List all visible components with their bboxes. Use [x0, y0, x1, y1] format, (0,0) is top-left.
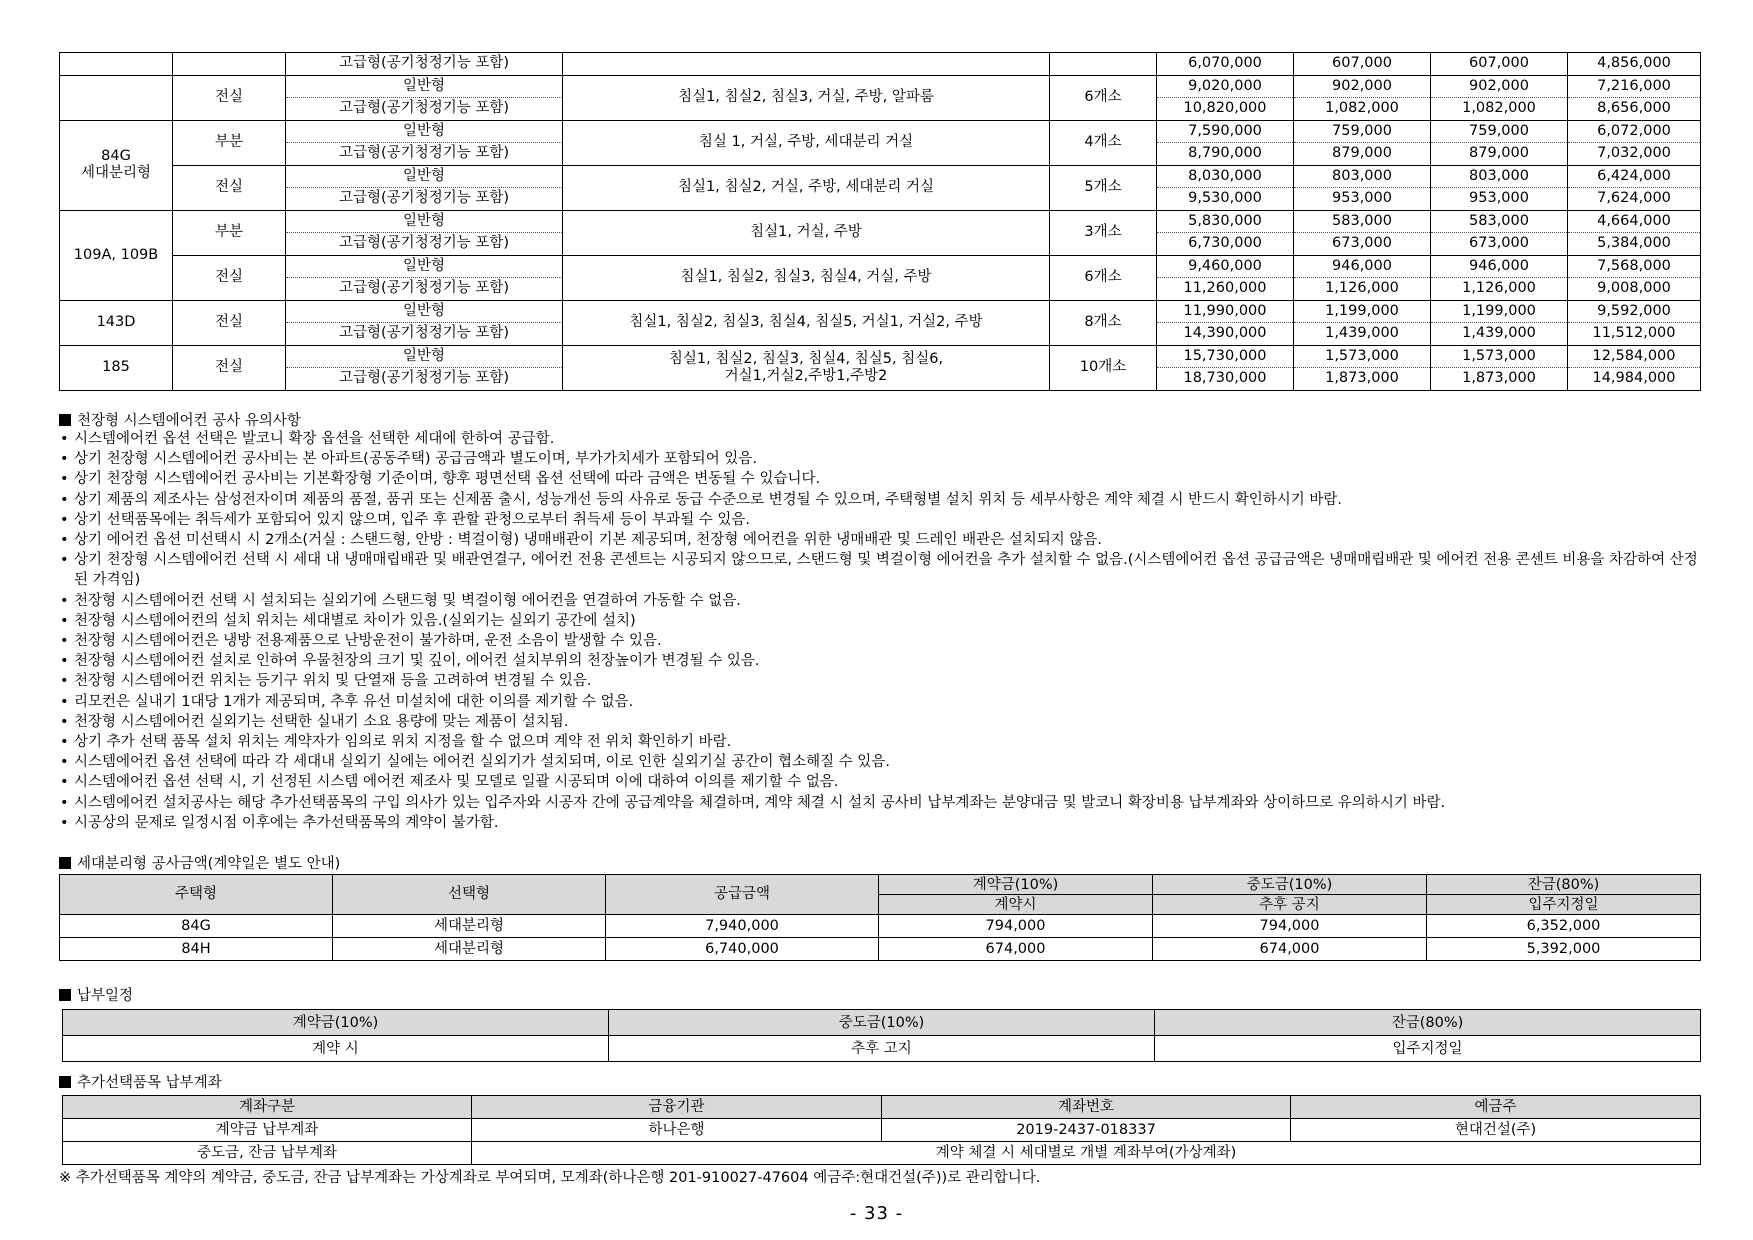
price-cell: 11,990,000 — [1157, 300, 1294, 323]
table-row — [63, 1142, 1701, 1165]
balance-header: 잔금(80%) — [1155, 1010, 1701, 1036]
table-row — [60, 165, 1701, 188]
list-item: • 상기 에어컨 옵션 미선택시 시 2개소(거실 : 스탠드형, 안방 : 벽걸이형) 냉매배관이 기본 제공되며, 천장형 에어컨을 위한 냉매배관 및 드레인 배관은 설치되지 않음. — [59, 530, 1699, 550]
balance-cell: 5,384,000 — [1568, 233, 1701, 256]
deposit-header: 계약금(10%) — [63, 1010, 609, 1036]
scope-cell: 부분 — [173, 120, 286, 165]
middle-cell: 946,000 — [1431, 255, 1568, 278]
rooms-cell: 침실 1, 거실, 주방, 세대분리 거실 — [563, 120, 1050, 165]
rooms-cell: 침실1, 거실, 주방 — [563, 210, 1050, 255]
split-title-text: 세대분리형 공사금액(계약일은 별도 안내) — [77, 856, 341, 872]
payment-account-table — [62, 1095, 1701, 1165]
option-cell: 일반형 — [286, 300, 563, 323]
table-header-row — [60, 875, 1701, 895]
price-cell: 8,790,000 — [1157, 143, 1294, 166]
list-item: • 시공상의 문제로 일정시점 이후에는 추가선택품목의 계약이 불가함. — [59, 813, 1699, 833]
notes-title-text: 천장형 시스템에어컨 공사 유의사항 — [77, 413, 301, 429]
middle-cell: 759,000 — [1431, 120, 1568, 143]
middle-cell: 879,000 — [1431, 143, 1568, 166]
square-bullet-icon — [59, 989, 71, 1001]
price-cell: 6,070,000 — [1157, 53, 1294, 76]
balance-sub-header: 입주지정일 — [1427, 895, 1701, 915]
account-title-text: 추가선택품목 납부계좌 — [77, 1075, 222, 1091]
option-cell: 고급형(공기청정기능 포함) — [286, 143, 563, 166]
option-cell: 일반형 — [286, 120, 563, 143]
price-cell: 14,390,000 — [1157, 323, 1294, 346]
count-cell: 6개소 — [1050, 75, 1157, 120]
notes-title — [59, 409, 301, 430]
rooms-cell — [563, 53, 1050, 76]
split-price-table — [59, 874, 1701, 961]
count-cell: 6개소 — [1050, 255, 1157, 300]
list-item: • 리모컨은 실내기 1대당 1개가 제공되며, 추후 유선 미설치에 대한 이의를 제기할 수 없음. — [59, 692, 1699, 712]
account-title — [59, 1071, 222, 1092]
balance-cell: 5,392,000 — [1427, 938, 1701, 961]
price-cell: 5,830,000 — [1157, 210, 1294, 233]
middle-cell: 1,199,000 — [1431, 300, 1568, 323]
deposit-cell: 1,199,000 — [1294, 300, 1431, 323]
bank-cell: 하나은행 — [472, 1119, 882, 1142]
deposit-cell: 1,873,000 — [1294, 368, 1431, 391]
price-cell: 8,030,000 — [1157, 165, 1294, 188]
split-title — [59, 852, 340, 873]
count-cell: 8개소 — [1050, 300, 1157, 345]
list-item: • 천장형 시스템에어컨 실외기는 선택한 실내기 소요 용량에 맞는 제품이 설치됨. — [59, 712, 1699, 732]
deposit-cell: 1,573,000 — [1294, 345, 1431, 368]
balance-cell: 7,624,000 — [1568, 188, 1701, 211]
list-item: • 상기 천장형 시스템에어컨 공사비는 본 아파트(공동주택) 공급금액과 별도이며, 부가가치세가 포함되어 있음. — [59, 449, 1699, 469]
price-cell: 18,730,000 — [1157, 368, 1294, 391]
price-cell: 9,530,000 — [1157, 188, 1294, 211]
option-cell: 일반형 — [286, 75, 563, 98]
option-cell: 일반형 — [286, 255, 563, 278]
house-type-cell: 109A, 109B — [60, 210, 173, 300]
count-cell: 4개소 — [1050, 120, 1157, 165]
table-header-row — [63, 1010, 1701, 1036]
list-item: • 상기 천장형 시스템에어컨 선택 시 세대 내 냉매매립배관 및 배관연결구, 에어컨 전용 콘센트는 시공되지 않으므로, 스탠드형 및 벽걸이형 에어컨을 추가 설치할 수 없음.(시스템에어컨 옵션 공급금액은 냉매매립배관 및 에어컨 전용 콘센트 비용을 차감하여 산정된 가격임) — [59, 550, 1699, 590]
middle-cell: 803,000 — [1431, 165, 1568, 188]
virtual-account-cell: 계약 체결 시 세대별로 개별 계좌부여(가상계좌) — [472, 1142, 1701, 1165]
price-cell: 9,460,000 — [1157, 255, 1294, 278]
scope-cell: 부분 — [173, 210, 286, 255]
option-cell: 고급형(공기청정기능 포함) — [286, 188, 563, 211]
holder-cell: 현대건설(주) — [1291, 1119, 1701, 1142]
table-row — [60, 210, 1701, 233]
balance-cell: 7,568,000 — [1568, 255, 1701, 278]
option-cell: 고급형(공기청정기능 포함) — [286, 323, 563, 346]
balance-cell: 4,664,000 — [1568, 210, 1701, 233]
list-item: • 상기 제품의 제조사는 삼성전자이며 제품의 품절, 품귀 또는 신제품 출시, 성능개선 등의 사유로 동급 수준으로 변경될 수 있으며, 주택형별 설치 위치 등 세부사항은 계약 체결 시 반드시 확인하시기 바람. — [59, 490, 1699, 510]
list-item: • 시스템에어컨 옵션 선택 시, 기 선정된 시스템 에어컨 제조사 및 모델로 일괄 시공되며 이에 대하여 이의를 제기할 수 없음. — [59, 772, 1699, 792]
deposit-cell: 879,000 — [1294, 143, 1431, 166]
deposit-cell: 794,000 — [879, 915, 1153, 938]
balance-cell: 11,512,000 — [1568, 323, 1701, 346]
price-cell: 7,940,000 — [606, 915, 879, 938]
scope-cell — [173, 53, 286, 76]
middle-cell: 1,873,000 — [1431, 368, 1568, 391]
balance-cell: 14,984,000 — [1568, 368, 1701, 391]
page-number: - 33 - — [849, 1203, 904, 1224]
option-cell: 세대분리형 — [333, 915, 606, 938]
list-item: • 시스템에어컨 옵션 선택은 발코니 확장 옵션을 선택한 세대에 한하여 공급함. — [59, 429, 1699, 449]
middle-cell: 583,000 — [1431, 210, 1568, 233]
account-number-header: 계좌번호 — [882, 1096, 1291, 1119]
balance-cell: 12,584,000 — [1568, 345, 1701, 368]
option-cell: 고급형(공기청정기능 포함) — [286, 98, 563, 121]
middle-cell: 953,000 — [1431, 188, 1568, 211]
option-cell: 고급형(공기청정기능 포함) — [286, 233, 563, 256]
holder-header: 예금주 — [1291, 1096, 1701, 1119]
deposit-sub-header: 계약시 — [879, 895, 1153, 915]
schedule-title — [59, 984, 133, 1005]
rooms-cell: 침실1, 침실2, 거실, 주방, 세대분리 거실 — [563, 165, 1050, 210]
rooms-cell: 침실1, 침실2, 침실3, 침실4, 거실, 주방 — [563, 255, 1050, 300]
table-row — [60, 255, 1701, 278]
deposit-cell: 1,126,000 — [1294, 278, 1431, 301]
house-type-cell: 84G — [60, 915, 333, 938]
bank-header: 금융기관 — [472, 1096, 882, 1119]
deposit-cell: 1,439,000 — [1294, 323, 1431, 346]
middle-cell: 1,439,000 — [1431, 323, 1568, 346]
list-item: • 상기 선택품목에는 취득세가 포함되어 있지 않으며, 입주 후 관할 관청으로부터 취득세 등이 부과될 수 있음. — [59, 510, 1699, 530]
balance-cell: 6,072,000 — [1568, 120, 1701, 143]
balance-header: 잔금(80%) — [1427, 875, 1701, 895]
deposit-cell: 계약 시 — [63, 1036, 609, 1062]
account-type-cell: 계약금 납부계좌 — [63, 1119, 472, 1142]
scope-cell: 전실 — [173, 300, 286, 345]
price-cell: 7,590,000 — [1157, 120, 1294, 143]
square-bullet-icon — [59, 1076, 71, 1088]
house-type-cell: 84G 세대분리형 — [60, 120, 173, 210]
balance-cell: 6,352,000 — [1427, 915, 1701, 938]
list-item: • 시스템에어컨 옵션 선택에 따라 각 세대내 실외기 실에는 에어컨 실외기가 설치되며, 이로 인한 실외기실 공간이 협소해질 수 있음. — [59, 752, 1699, 772]
payment-schedule-table — [62, 1009, 1701, 1062]
count-cell: 5개소 — [1050, 165, 1157, 210]
list-item: • 천장형 시스템에어컨 위치는 등기구 위치 및 단열재 등을 고려하여 변경될 수 있음. — [59, 671, 1699, 691]
option-cell: 고급형(공기청정기능 포함) — [286, 53, 563, 76]
deposit-cell: 674,000 — [879, 938, 1153, 961]
middle-cell: 674,000 — [1153, 938, 1427, 961]
price-cell: 6,740,000 — [606, 938, 879, 961]
option-cell: 세대분리형 — [333, 938, 606, 961]
list-item: • 상기 천장형 시스템에어컨 공사비는 기본확장형 기준이며, 향후 평면선택 옵션 선택에 따라 금액은 변동될 수 있습니다. — [59, 469, 1699, 489]
aircon-price-table — [59, 52, 1701, 391]
middle-cell: 1,082,000 — [1431, 98, 1568, 121]
option-cell: 일반형 — [286, 345, 563, 368]
house-type-cell: 185 — [60, 345, 173, 390]
table-row — [60, 53, 1701, 76]
middle-cell: 607,000 — [1431, 53, 1568, 76]
table-row — [60, 75, 1701, 98]
balance-cell: 입주지정일 — [1155, 1036, 1701, 1062]
house-type-cell — [60, 53, 173, 76]
price-cell: 10,820,000 — [1157, 98, 1294, 121]
schedule-title-text: 납부일정 — [77, 988, 134, 1004]
deposit-cell: 902,000 — [1294, 75, 1431, 98]
middle-sub-header: 추후 공지 — [1153, 895, 1427, 915]
balance-cell: 6,424,000 — [1568, 165, 1701, 188]
table-row — [60, 345, 1701, 368]
count-cell — [1050, 53, 1157, 76]
footnote: ※ 추가선택품목 계약의 계약금, 중도금, 잔금 납부계좌는 가상계좌로 부여되며, 모계좌(하나은행 201-910027-47604 예금주:현대건설(주))로 관리합니다. — [59, 1170, 1041, 1186]
table-header-row — [63, 1096, 1701, 1119]
middle-cell: 1,573,000 — [1431, 345, 1568, 368]
deposit-cell: 803,000 — [1294, 165, 1431, 188]
deposit-cell: 1,082,000 — [1294, 98, 1431, 121]
balance-cell: 9,008,000 — [1568, 278, 1701, 301]
price-table-body — [60, 53, 1701, 391]
price-cell: 9,020,000 — [1157, 75, 1294, 98]
list-item: • 시스템에어컨 설치공사는 해당 추가선택품목의 구입 의사가 있는 입주자와 시공자 간에 공급계약을 체결하며, 계약 체결 시 설치 공사비 납부계좌는 분양대금 및 발코니 확장비용 납부계좌와 상이하므로 유의하시기 바람. — [59, 793, 1699, 813]
deposit-cell: 583,000 — [1294, 210, 1431, 233]
scope-cell: 전실 — [173, 255, 286, 300]
deposit-cell: 946,000 — [1294, 255, 1431, 278]
option-cell: 고급형(공기청정기능 포함) — [286, 368, 563, 391]
option-header: 선택형 — [333, 875, 606, 915]
scope-cell: 전실 — [173, 75, 286, 120]
deposit-cell: 673,000 — [1294, 233, 1431, 256]
house-type-cell: 143D — [60, 300, 173, 345]
deposit-cell: 759,000 — [1294, 120, 1431, 143]
list-item: • 천장형 시스템에어컨 선택 시 설치되는 실외기에 스탠드형 및 벽걸이형 에어컨을 연결하여 가동할 수 없음. — [59, 591, 1699, 611]
middle-cell: 추후 고지 — [609, 1036, 1155, 1062]
house-type-cell: 84H — [60, 938, 333, 961]
balance-cell: 7,032,000 — [1568, 143, 1701, 166]
price-cell: 6,730,000 — [1157, 233, 1294, 256]
account-number-cell: 2019-2437-018337 — [882, 1119, 1291, 1142]
table-row — [60, 120, 1701, 143]
middle-cell: 902,000 — [1431, 75, 1568, 98]
list-item: • 상기 추가 선택 품목 설치 위치는 계약자가 임의로 위치 지정을 할 수 없으며 계약 전 위치 확인하기 바람. — [59, 732, 1699, 752]
table-row — [60, 915, 1701, 938]
deposit-cell: 953,000 — [1294, 188, 1431, 211]
option-cell: 고급형(공기청정기능 포함) — [286, 278, 563, 301]
deposit-cell: 607,000 — [1294, 53, 1431, 76]
middle-header: 중도금(10%) — [609, 1010, 1155, 1036]
square-bullet-icon — [59, 414, 71, 426]
balance-cell: 7,216,000 — [1568, 75, 1701, 98]
list-item: • 천장형 시스템에어컨의 설치 위치는 세대별로 차이가 있음.(실외기는 실외기 공간에 설치) — [59, 611, 1699, 631]
price-header: 공급금액 — [606, 875, 879, 915]
table-row — [63, 1119, 1701, 1142]
balance-cell: 9,592,000 — [1568, 300, 1701, 323]
list-item: • 천장형 시스템에어컨 설치로 인하여 우물천장의 크기 및 깊이, 에어컨 설치부위의 천장높이가 변경될 수 있음. — [59, 651, 1699, 671]
option-cell: 일반형 — [286, 210, 563, 233]
house-type-header: 주택형 — [60, 875, 333, 915]
middle-cell: 673,000 — [1431, 233, 1568, 256]
account-type-cell: 중도금, 잔금 납부계좌 — [63, 1142, 472, 1165]
count-cell: 10개소 — [1050, 345, 1157, 390]
middle-cell: 1,126,000 — [1431, 278, 1568, 301]
account-type-header: 계좌구분 — [63, 1096, 472, 1119]
table-row — [60, 938, 1701, 961]
middle-header: 중도금(10%) — [1153, 875, 1427, 895]
scope-cell: 전실 — [173, 345, 286, 390]
rooms-cell: 침실1, 침실2, 침실3, 거실, 주방, 알파룸 — [563, 75, 1050, 120]
middle-cell: 794,000 — [1153, 915, 1427, 938]
balance-cell: 4,856,000 — [1568, 53, 1701, 76]
price-cell: 11,260,000 — [1157, 278, 1294, 301]
scope-cell: 전실 — [173, 165, 286, 210]
deposit-header: 계약금(10%) — [879, 875, 1153, 895]
balance-cell: 8,656,000 — [1568, 98, 1701, 121]
count-cell: 3개소 — [1050, 210, 1157, 255]
table-row — [63, 1036, 1701, 1062]
notes-list — [59, 429, 1699, 833]
rooms-cell: 침실1, 침실2, 침실3, 침실4, 침실5, 거실1, 거실2, 주방 — [563, 300, 1050, 345]
price-cell: 15,730,000 — [1157, 345, 1294, 368]
table-row — [60, 300, 1701, 323]
square-bullet-icon — [59, 857, 71, 869]
list-item: • 천장형 시스템에어컨은 냉방 전용제품으로 난방운전이 불가하며, 운전 소음이 발생할 수 있음. — [59, 631, 1699, 651]
option-cell: 일반형 — [286, 165, 563, 188]
rooms-cell: 침실1, 침실2, 침실3, 침실4, 침실5, 침실6, 거실1,거실2,주방1,주방2 — [563, 345, 1050, 390]
house-type-cell — [60, 75, 173, 120]
